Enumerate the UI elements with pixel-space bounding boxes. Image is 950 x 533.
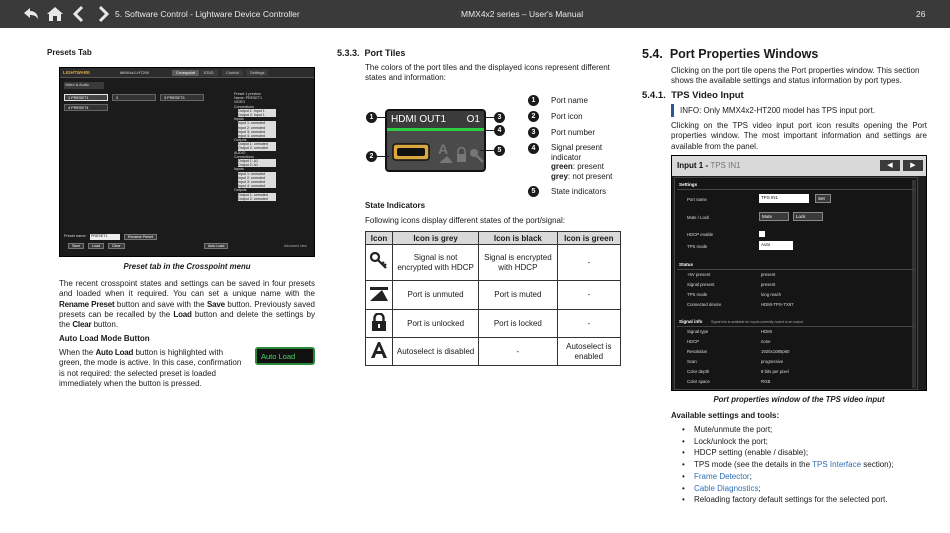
port-tiles-heading [337,48,405,58]
signal-key: Color space [687,379,710,384]
previous-port-button[interactable]: ◀ [880,160,900,171]
tools-heading: Available settings and tools: [671,411,780,420]
lock-button[interactable]: Lock [793,212,823,221]
panel-line: Output 1: A1 [238,159,276,163]
signal-value: RGB [761,379,771,384]
panel-line: Input 3: unmuted [238,130,276,134]
text-run: button and save with the [114,299,208,309]
status-key: TPS mode [687,292,708,297]
state-indicators-table [365,231,621,366]
mute-button[interactable]: Mute [759,212,789,221]
legend-green-line [551,162,621,172]
port-name-label: Port name [687,197,707,202]
legend-green-text: : present [572,162,604,172]
state-indicators-icon [437,141,485,165]
keyword-load: Load [173,309,192,319]
lightware-logo: LIGHTWARE [63,70,90,75]
panel-line: Output 2: unmuted [238,197,276,201]
list-item [682,459,894,471]
autoselect-icon [366,338,393,366]
preset-preview-panel [234,92,312,242]
panel-line: Preset 1 preview [234,92,261,96]
auto-load-button-label: Auto Load [261,352,296,361]
text-run: ; [749,471,752,481]
leader-line [484,130,494,131]
status-value: present [761,282,776,287]
presets-description [59,279,315,330]
document-title: MMX4x2 series – User's Manual [461,9,584,19]
app-toolbar [60,68,314,78]
auto-load-description [59,348,247,389]
panel-line: Input 2: unmuted [238,176,276,180]
key-icon [366,245,393,281]
column-header: Icon [366,232,393,245]
section-title: TPS Video Input [671,90,744,101]
panel-line: AUDIO [234,150,246,155]
list-item: • Mute/unmute the port; [682,424,894,436]
status-value: HDMI-TPS-TX97 [761,302,794,307]
preset-button-1[interactable]: 1 PRESET1 [64,94,108,101]
mute-icon [366,281,393,310]
home-icon[interactable] [46,5,64,23]
table-cell: Port is locked [479,310,557,338]
tab-control[interactable]: Control [222,70,243,76]
signal-key: Scan [687,359,697,364]
header-bar [0,0,950,28]
table-cell: Port is unlocked [393,310,479,338]
status-value: long reach [761,292,782,297]
text-run: button is highlighted with green, the mode is active. In this case, confirmation is not required: the selected preset is loaded immediately when the button is pressed. [59,348,242,388]
properties-panel [674,177,918,390]
column-header: Icon is green [557,232,620,245]
table-cell: Autoselect is disabled [393,338,479,366]
save-button[interactable]: Save [68,243,84,249]
presets-tab-heading: Presets Tab [47,48,92,57]
panel-line: Input 1: unmuted [238,172,276,176]
legend-grey-text: : not present [567,171,613,181]
port-number: O1 [466,114,480,125]
preset-controls [64,234,312,252]
set-button[interactable]: Set [815,194,831,203]
clear-button[interactable]: Clear [108,243,125,249]
signal-present-indicator [387,128,484,131]
panel-line: Inputs [234,117,244,122]
callout-2: 2 [366,151,377,162]
legend-port-name: Port name [551,96,588,105]
window-title-text: Input 1 - [677,161,711,170]
table-row [366,310,621,338]
legend-signal-present [551,143,621,181]
breadcrumb[interactable]: 5. Software Control - Lightware Device Controller [115,9,300,19]
panel-line: Output 1: unmuted [238,193,276,197]
status-key: Signal present [687,282,715,287]
status-value: present [761,272,776,277]
text-run: button. Previously saved presets can be recalled by the [59,299,316,319]
legend-green-label: green [551,162,573,172]
legend-number-5: 5 [528,186,539,197]
state-indicators-intro: Following icons display different states of the port/signal: [365,216,565,225]
auto-load-button[interactable] [255,347,315,365]
leader-line [484,117,494,118]
next-page-icon[interactable] [94,5,112,23]
port-properties-heading [642,47,818,61]
signal-key: Signal type [687,329,709,334]
table-cell: Autoselect is enabled [557,338,620,366]
panel-line: Outputs [234,188,247,193]
panel-line: Output 2: A1 [238,163,276,167]
legend-state-indicators: State indicators [551,187,607,196]
tps-mode-label: TPS mode [687,244,708,249]
load-button[interactable]: Load [88,243,104,249]
panel-line: Input 4: unmuted [238,184,276,188]
table-cell: - [557,310,620,338]
signal-key: Resolution [687,349,708,354]
status-key: Connected device [687,302,722,307]
panel-line: Output 1: Input 1 [238,109,276,113]
port-tile[interactable] [385,109,486,172]
list-item: • HDCP setting (enable / disable); [682,447,894,459]
legend-text: Signal present indicator [551,143,603,162]
port-properties-screenshot [671,155,927,391]
mute-lock-label: Mute / Lock [687,215,710,220]
legend-number-4: 4 [528,143,539,154]
keyword-clear: Clear [72,320,92,330]
legend-number-3: 3 [528,127,539,138]
next-port-button[interactable]: ▶ [903,160,923,171]
tab-crosspoint[interactable]: Crosspoint [172,70,199,76]
callout-3: 3 [494,112,505,123]
tps-interface-link[interactable]: TPS Interface [812,460,862,470]
window-title-port: TPS IN1 [710,161,741,170]
section-number: 5.4. [642,47,663,61]
port-name: HDMI OUT1 [387,111,484,128]
signal-value: HDMI [761,329,772,334]
preset-tab-caption: Preset tab in the Crosspoint menu [123,262,251,271]
scrollbar[interactable] [912,180,916,388]
preset-tab-screenshot [59,67,315,257]
tab-edid[interactable]: EDID [200,70,218,76]
column-header: Icon is black [479,232,557,245]
panel-line: Inputs [234,167,244,172]
previous-page-icon[interactable] [70,5,88,23]
advanced-view-link[interactable]: Advanced view [284,244,307,248]
tps-description: Clicking on the TPS video input port icon results opening the Port properties window. The most important information and settings are available from the panel. [671,121,927,151]
leader-line [480,150,494,151]
signal-value: progressive [761,359,784,364]
panel-line: Output 2: Input 1 [238,113,276,117]
frame-detector-link[interactable]: Frame Detector [694,471,750,481]
settings-section-label: Settings [679,182,698,187]
legend-grey-line [551,172,621,182]
keyword-auto-load: Auto Load [95,348,134,357]
text-run: ; [758,483,761,493]
cable-diagnostics-link[interactable]: Cable Diagnostics [694,483,759,493]
subtab-video-audio[interactable]: Video & Audio [64,82,104,89]
signal-value: 8 bits per pixel [761,369,789,374]
divider [677,189,915,190]
table-cell: Port is unmuted [393,281,479,310]
svg-text:A: A [438,141,449,157]
signal-info-note: Signal info is available for inputs currently routed to an output. [711,320,804,324]
preset-button-4[interactable]: 4 PRESET4 [64,104,108,111]
list-item: • Lock/unlock the port; [682,436,894,448]
keyword-rename-preset: Rename Preset [59,299,115,309]
signal-value: 1920x1080p60 [761,349,790,354]
nav-buttons [22,5,112,23]
legend-port-icon: Port icon [551,112,583,121]
hdcp-enable-checkbox[interactable] [759,231,765,237]
table-row [366,338,621,366]
preset-name-input[interactable]: PRESET1 [90,234,120,240]
panel-line: Input 3: unmuted [238,180,276,184]
panel-line: Input 4: unmuted [238,134,276,138]
text-run: When the [59,348,96,357]
rename-preset-button[interactable]: Rename Preset [124,234,157,240]
page-number: 26 [916,9,926,19]
panel-line: Output 1: unmuted [238,142,276,146]
preset-button-2[interactable]: 2 [112,94,156,101]
column-header: Icon is grey [393,232,479,245]
hdcp-enable-label: HDCP enable [687,232,714,237]
preset-name-label: Preset name: [64,234,87,238]
callout-1: 1 [366,112,377,123]
section-number: 5.3.3. [337,48,360,58]
section-title: Port Tiles [364,48,406,58]
port-name-input[interactable]: TPS IN1 [759,194,809,203]
info-note: INFO: Only MMX4x2-HT200 model has TPS input port. [671,104,927,117]
tps-video-input-heading [642,90,744,101]
legend-number-2: 2 [528,111,539,122]
table-row [366,281,621,310]
text-run: button and delete the settings by the [59,309,315,330]
leader-line [377,156,389,157]
tab-settings[interactable]: Settings [246,70,268,76]
callout-5: 5 [494,145,505,156]
port-properties-caption: Port properties window of the TPS video input [713,395,885,404]
table-cell: Signal is encrypted with HDCP [479,245,557,281]
signal-key: HDCP [687,339,700,344]
state-indicators-heading: State Indicators [365,201,426,210]
device-name: MMX4x2-HT200 [120,70,150,75]
text-run: section); [861,460,894,470]
text-run: TPS mode (see the details in the [694,460,813,470]
table-header-row [366,232,621,245]
legend-port-number: Port number [551,128,596,137]
auto-load-heading: Auto Load Mode Button [59,334,150,343]
panel-line: VIDEO [234,100,246,105]
section-number: 5.4.1. [642,90,666,101]
table-cell: Port is muted [479,281,557,310]
section-title: Port Properties Windows [669,47,819,61]
panel-line: Connections [234,104,254,109]
keyword-save: Save [207,299,225,309]
table-cell: - [557,281,620,310]
preset-button-3[interactable]: 3 PRESET3 [160,94,204,101]
text-run: The recent crosspoint states and settings can be saved in four presets and loaded when it required. You can set a unique name with the [59,279,315,299]
list-item [682,483,894,495]
legend-grey-label: grey [551,171,568,181]
table-cell: Signal is not encrypted with HDCP [393,245,479,281]
lock-icon [366,310,393,338]
table-cell: - [557,245,620,281]
table-row [366,245,621,281]
callout-4: 4 [494,125,505,136]
list-item [682,471,894,483]
signal-info-section-label: Signal info [679,319,703,324]
divider [677,269,915,270]
table-cell: - [479,338,557,366]
signal-key: Color depth [687,369,710,374]
list-item: • Reloading factory default settings for the selected port. [682,494,894,506]
status-section-label: Status [679,262,694,267]
signal-value: none [761,339,771,344]
tps-mode-select[interactable]: Auto [759,241,793,250]
panel-line: Output 2: unmuted [238,146,276,150]
back-arrow-icon[interactable] [22,5,40,23]
panel-line: Name: PRESET1 [234,96,262,101]
legend-number-1: 1 [528,95,539,106]
text-run: button. [91,320,119,330]
panel-line: Outputs [234,138,247,143]
port-tiles-intro: The colors of the port tiles and the displayed icons represent different states and information: [365,63,610,83]
hdmi-port-icon [391,140,431,166]
panel-line: Connections [234,154,254,159]
leader-line [377,117,387,118]
divider [677,326,915,327]
panel-line: Input 2: unmuted [238,126,276,130]
panel-line: Input 1: unmuted [238,121,276,125]
auto-load-mini-button[interactable]: Auto Load [204,243,228,249]
port-properties-intro: Clicking on the port tile opens the Port properties window. This section shows the available settings and status information by port types. [671,66,920,86]
status-key: +5V present [687,272,711,277]
tools-list [682,424,894,506]
